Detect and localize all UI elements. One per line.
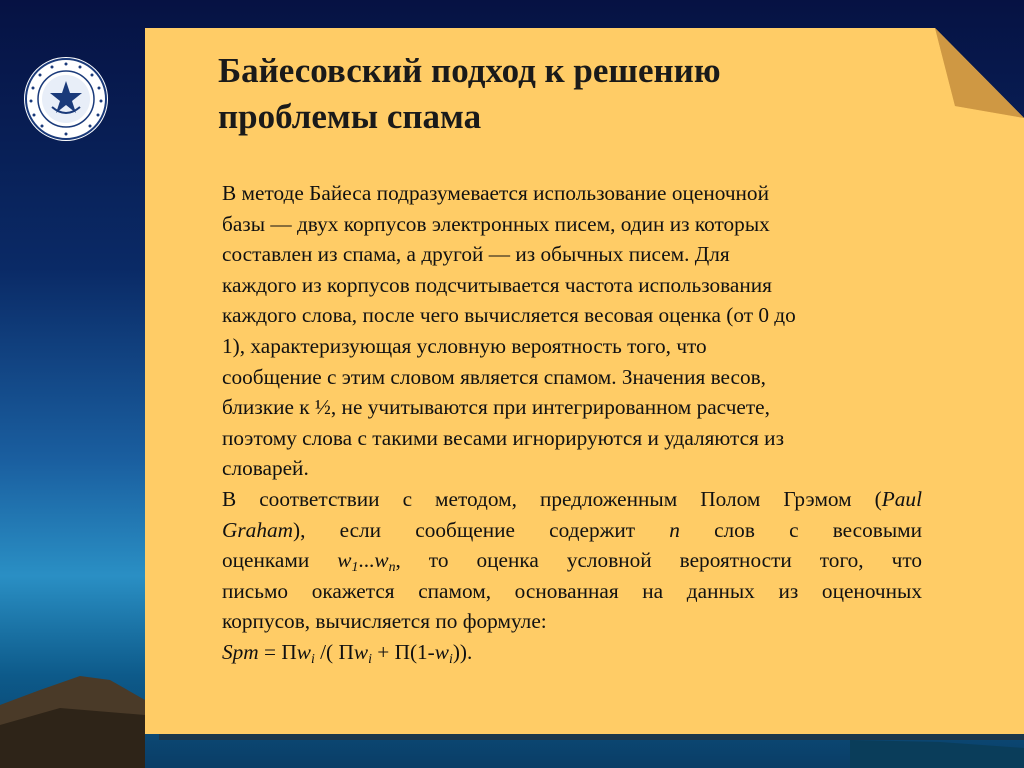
formula-part: + Π(1-	[371, 639, 435, 664]
author-name-en: Paul	[881, 486, 922, 511]
para1-line: поэтому слова с такими весами игнорируются и удаляются из	[222, 425, 784, 450]
formula-var: w	[434, 639, 449, 664]
paragraph-graham-method	[222, 484, 922, 637]
variable-w: w	[337, 548, 352, 573]
subscript-n: n	[388, 559, 396, 575]
variable-n: n	[669, 517, 680, 542]
para1-line: словарей.	[222, 456, 309, 481]
para1-line: составлен из спама, а другой — из обычных писем. Для	[222, 242, 730, 267]
ellipsis: ...	[358, 548, 375, 573]
para1-line: базы — двух корпусов электронных писем, один из которых	[222, 211, 770, 236]
formula-var: w	[296, 639, 311, 664]
spam-probability-formula	[222, 637, 922, 668]
para1-line: В методе Байеса подразумевается использование оценочной	[222, 181, 769, 205]
para1-line: каждого слова, после чего вычисляется весовая оценка (от 0 до	[222, 303, 796, 328]
para2-text: оценками	[222, 548, 338, 573]
para1-line: сообщение с этим словом является спамом. Значения весов,	[222, 364, 766, 389]
subscript-1: 1	[351, 559, 359, 575]
variable-w: w	[374, 548, 389, 573]
formula-part: /( Π	[314, 639, 354, 664]
para2-line	[222, 484, 922, 515]
university-seal-logo	[22, 55, 110, 143]
title-line-2: проблемы спама	[218, 97, 482, 136]
slide-body	[222, 178, 922, 668]
para2-text: слов с весовыми	[679, 517, 922, 542]
title-line-1: Байесовский подход к решению	[218, 51, 721, 90]
para2-text: , то оценка условной вероятности того, что	[395, 548, 922, 573]
formula-part: = Π	[258, 639, 297, 664]
formula-lhs: Spm	[222, 639, 259, 664]
formula-part: )).	[452, 639, 473, 664]
paragraph-bayes-method	[222, 178, 922, 484]
para2-line: письмо окажется спамом, основанная на данных из оценочных	[222, 578, 922, 603]
formula-var: w	[353, 639, 369, 664]
slide-title	[218, 48, 918, 140]
para1-line: 1), характеризующая условную вероятность того, что	[222, 333, 707, 358]
formula-sub: i	[368, 651, 372, 667]
para1-line: близкие к ½, не учитываются при интегрированном расчете,	[222, 395, 770, 420]
para2-text: ), если сообщение содержит	[293, 517, 670, 542]
formula-sub: i	[449, 651, 453, 667]
para2-line	[222, 545, 922, 576]
author-surname-en: Graham	[222, 517, 293, 542]
formula-sub: i	[310, 651, 315, 667]
para2-line	[222, 515, 922, 546]
para2-line: корпусов, вычисляется по формуле:	[222, 609, 547, 634]
para1-line: каждого из корпусов подсчитывается частота использования	[222, 272, 772, 297]
para2-text: В соответствии с методом, предложенным Полом Грэмом (	[222, 486, 882, 511]
